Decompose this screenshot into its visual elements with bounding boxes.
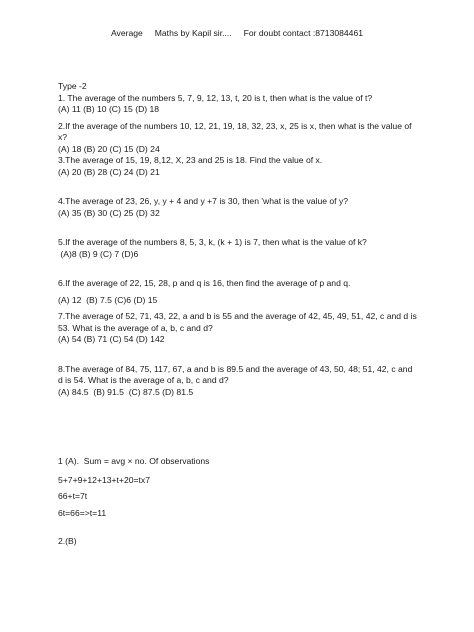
question-3-text: 3.The average of 15, 19, 8,12, X, 23 and 25 is 18. Find the value of x. xyxy=(58,155,323,165)
question-6-text: 6.If the average of 22, 15, 28, p and q is 16, then find the average of p and q. xyxy=(58,278,351,288)
question-1-options: (A) 11 (B) 10 (C) 15 (D) 18 xyxy=(58,104,160,114)
question-4-text: 4.The average of 23, 26, y, y + 4 and y +7 is 30, then 'what is the value of y? xyxy=(58,196,349,206)
question-2-text: 2.If the average of the numbers 10, 12, 21, 19, 18, 32, 23, x, 25 is x, then what is the value of x? xyxy=(58,120,414,142)
solution-1-heading: 1 (A). Sum = avg × no. Of observations xyxy=(58,456,210,466)
question-8-text: 8.The average of 84, 75, 117, 67, a and b is 89.5 and the average of 43, 50, 48; 51, 42, c and d is 54. What is the average of a, b, c and d? xyxy=(58,363,415,385)
question-8-options: (A) 84.5 (B) 91.5 (C) 87.5 (D) 81.5 xyxy=(58,386,194,397)
question-6-options: (A) 12 (B) 7.5 (C)6 (D) 15 xyxy=(58,294,158,305)
solution-1-line: 5+7+9+12+13+t+20=tx7 xyxy=(58,474,150,485)
type-heading: Type -2 xyxy=(58,81,87,91)
solution-2-heading: 2.(B) xyxy=(58,536,77,546)
question-3-options: (A) 20 (B) 28 (C) 24 (D) 21 xyxy=(58,166,160,177)
question-1-text: 1. The average of the numbers 5, 7, 9, 12, 13, t, 20 is t, then what is the value of t? xyxy=(58,92,373,103)
solution-1-line: 6t=66=>t=11 xyxy=(58,507,107,518)
solution-1-line: 66+t=7t xyxy=(58,491,88,501)
question-7-options: (A) 54 (B) 71 (C) 54 (D) 142 xyxy=(58,334,165,344)
document-body xyxy=(58,81,418,548)
question-5-text: 5.If the average of the numbers 8, 5, 3, k, (k + 1) is 7, then what is the value of k? xyxy=(58,237,367,247)
question-4-options: (A) 35 (B) 30 (C) 25 (D) 32 xyxy=(58,207,160,218)
question-2-options: (A) 18 (B) 20 (C) 15 (D) 24 xyxy=(58,143,160,154)
question-5-options: (A)8 (B) 9 (C) 7 (D)6 xyxy=(58,248,139,259)
page-header: Average Maths by Kapil sir.... For doubt contact :8713084461 xyxy=(110,28,364,38)
question-7-text: 7.The average of 52, 71, 43, 22, a and b is 55 and the average of 42, 45, 49, 51, 42, c and d is 53. What is the average of a, b, c and d? xyxy=(58,311,420,333)
